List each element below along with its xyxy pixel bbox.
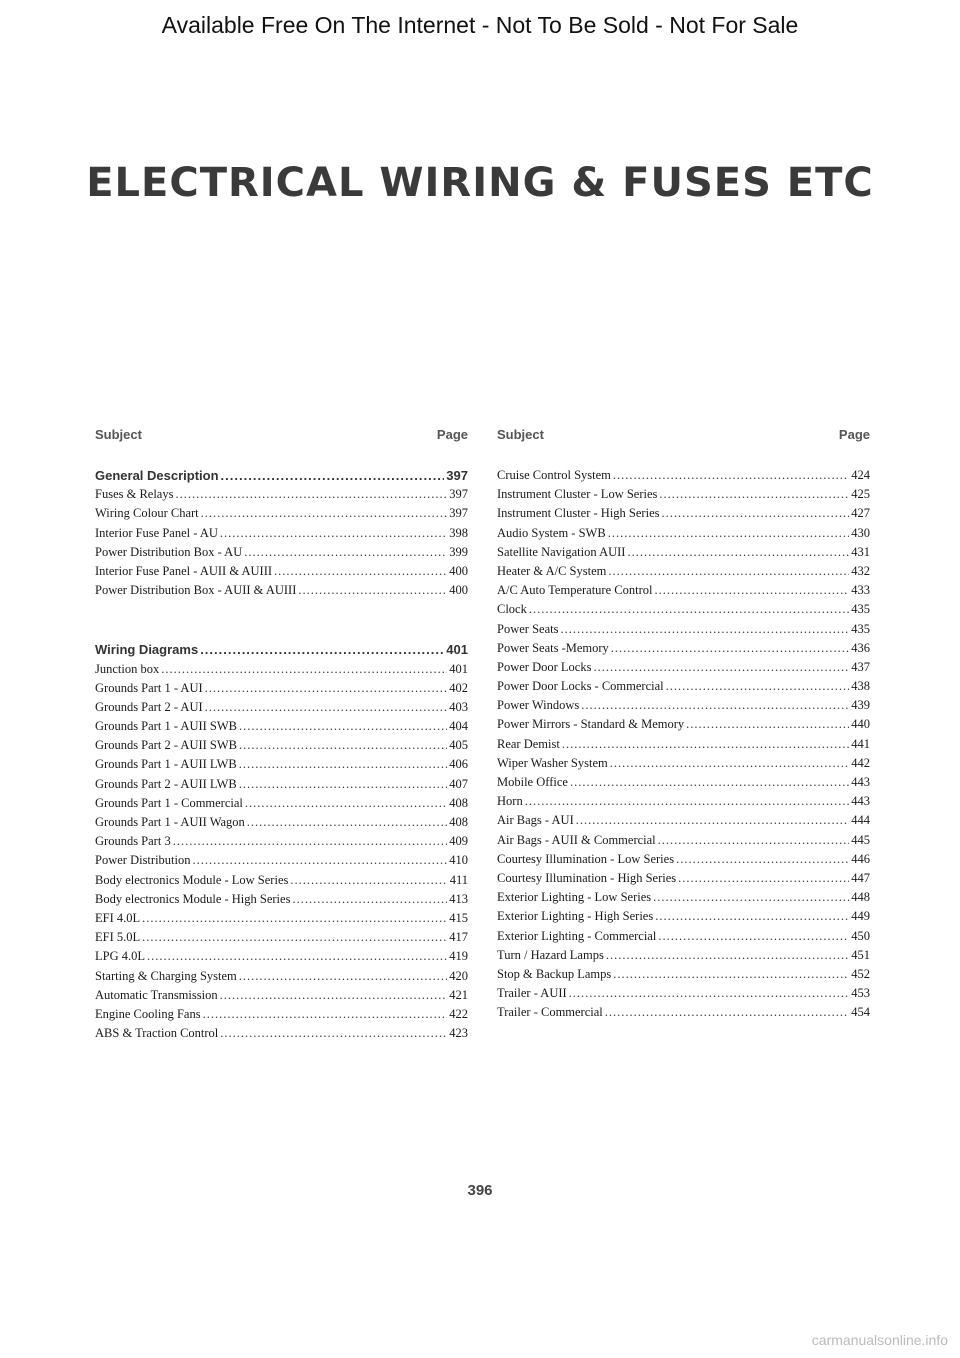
toc-entry (497, 600, 870, 619)
entry-page: 400 (449, 583, 468, 598)
dot-leader (239, 755, 447, 774)
dot-leader (613, 965, 849, 984)
entry-label: A/C Auto Temperature Control (497, 583, 653, 598)
dot-leader (173, 832, 448, 851)
subject-heading: Subject (497, 427, 544, 442)
entry-label: Trailer - AUII (497, 986, 567, 1001)
entry-label: Exterior Lighting - High Series (497, 909, 654, 924)
dot-leader (581, 696, 849, 715)
toc-entry (95, 909, 468, 928)
toc-entry (95, 543, 468, 562)
toc-entry (497, 620, 870, 639)
toc-entry (95, 1005, 468, 1024)
entry-page: 415 (449, 910, 468, 925)
dot-leader (247, 813, 447, 832)
entry-page: 420 (449, 968, 468, 983)
entry-label: Wiper Washer System (497, 755, 608, 770)
entry-label: Power Seats -Memory (497, 640, 609, 655)
right-column-header (497, 426, 870, 444)
entry-page: 433 (851, 583, 870, 598)
toc-entry (497, 946, 870, 965)
dot-leader (666, 677, 850, 696)
dot-leader (658, 831, 850, 850)
toc-entry (497, 543, 870, 562)
dot-leader (192, 851, 447, 870)
entry-page: 435 (851, 621, 870, 636)
dot-leader (142, 909, 447, 928)
toc-entry (95, 736, 468, 755)
entry-label: Power Seats (497, 621, 559, 636)
dot-leader (659, 485, 849, 504)
toc-entry (95, 813, 468, 832)
entry-label: Power Mirrors - Standard & Memory (497, 717, 685, 732)
entry-page: 442 (851, 755, 870, 770)
dot-leader (175, 485, 447, 504)
entry-page: 432 (851, 563, 870, 578)
dot-leader (569, 984, 850, 1003)
entry-page: 405 (449, 738, 468, 753)
entry-page: 407 (449, 776, 468, 791)
dot-leader (239, 717, 447, 736)
entry-page: 424 (851, 468, 870, 482)
toc-entry (497, 831, 870, 850)
dot-leader (239, 775, 447, 794)
dot-leader (147, 947, 447, 966)
toc-entry (95, 485, 468, 504)
entry-page: 419 (449, 949, 468, 964)
entry-label: Interior Fuse Panel - AUII & AUIII (95, 563, 273, 578)
entry-label: Air Bags - AUII & Commercial (497, 832, 656, 847)
toc-entry (95, 698, 468, 717)
toc-entry (497, 639, 870, 658)
toc-entry (95, 1024, 468, 1043)
dot-leader (239, 736, 447, 755)
dot-leader (593, 658, 849, 677)
entry-label: Heater & A/C System (497, 563, 607, 578)
entry-page: 443 (851, 775, 870, 789)
entry-label: Fuses & Relays (95, 487, 174, 502)
entry-label: EFI 4.0L (95, 910, 141, 925)
entry-page: 439 (851, 698, 870, 713)
entry-label: Power Door Locks (497, 659, 592, 674)
toc-entry (497, 658, 870, 677)
toc-entry (95, 890, 468, 909)
contents-left-column (95, 426, 468, 1043)
dot-leader (161, 660, 447, 679)
entry-label: Audio System - SWB (497, 525, 606, 540)
entry-label: Grounds Part 2 - AUI (95, 699, 203, 714)
entry-page: 413 (449, 891, 468, 906)
dot-leader (220, 1024, 447, 1043)
toc-entry (497, 735, 870, 754)
toc-entry (95, 679, 468, 698)
entry-page: 403 (449, 699, 468, 714)
entry-label: Power Distribution Box - AU (95, 544, 243, 559)
toc-entry (497, 715, 870, 734)
toc-entry (95, 562, 468, 581)
entry-label: Exterior Lighting - Commercial (497, 928, 657, 943)
entry-page: 438 (851, 679, 870, 694)
dot-leader (608, 524, 850, 543)
entry-label: Wiring Diagrams (95, 642, 199, 658)
entry-label: Starting & Charging System (95, 968, 237, 983)
dot-leader (201, 504, 448, 523)
entry-page: 436 (851, 640, 870, 655)
dot-leader (221, 466, 445, 485)
entry-page: 401 (449, 661, 468, 676)
entry-page: 421 (449, 987, 468, 1002)
entry-page: 427 (851, 506, 870, 521)
dot-leader (239, 967, 447, 986)
dot-leader (292, 890, 447, 909)
entry-page: 411 (449, 872, 468, 887)
entry-page: 398 (449, 525, 468, 540)
source-watermark: carmanualsonline.info (811, 1332, 948, 1348)
entry-page: 446 (851, 851, 870, 866)
dot-leader (676, 850, 849, 869)
entry-label: Automatic Transmission (95, 987, 218, 1002)
entry-label: Air Bags - AUI (497, 813, 574, 828)
entry-label: Power Door Locks - Commercial (497, 679, 664, 694)
entry-page: 437 (851, 659, 870, 674)
entry-page: 431 (851, 544, 870, 559)
subject-heading: Subject (95, 427, 142, 442)
entry-page: 404 (449, 719, 468, 734)
dot-leader (658, 927, 849, 946)
dot-leader (570, 773, 849, 792)
entry-label: Clock (497, 602, 527, 617)
entry-page: 409 (449, 834, 468, 849)
dot-leader (274, 562, 447, 581)
entry-page: 430 (851, 525, 870, 540)
toc-entry (497, 581, 870, 600)
entry-label: Body electronics Module - High Series (95, 891, 291, 906)
toc-entry (95, 717, 468, 736)
toc-entry (497, 773, 870, 792)
dot-leader (610, 754, 850, 773)
dot-leader (220, 986, 448, 1005)
dot-leader (613, 466, 849, 485)
entry-page: 450 (851, 928, 870, 943)
left-column-header (95, 426, 468, 444)
dot-leader (654, 581, 849, 600)
entry-label: Grounds Part 1 - AUII Wagon (95, 815, 245, 829)
toc-entry (497, 869, 870, 888)
left-entry-list (95, 466, 468, 1043)
toc-entry (95, 851, 468, 870)
entry-label: Grounds Part 1 - Commercial (95, 795, 243, 810)
entry-label: Stop & Backup Lamps (497, 966, 612, 981)
toc-entry (497, 754, 870, 773)
entry-page: 406 (449, 757, 468, 772)
dot-leader (205, 679, 448, 698)
dot-leader (655, 907, 849, 926)
toc-entry (95, 928, 468, 947)
entry-page: 410 (449, 853, 468, 868)
entry-label: EFI 5.0L (95, 930, 141, 945)
toc-entry (497, 850, 870, 869)
toc-entry (497, 888, 870, 907)
dot-leader (205, 698, 448, 717)
toc-entry (95, 947, 468, 966)
dot-leader (203, 1005, 448, 1024)
dot-leader (290, 871, 447, 890)
entry-page: 440 (851, 717, 870, 732)
dot-leader (608, 562, 849, 581)
entry-label: Satellite Navigation AUII (497, 544, 626, 559)
entry-page: 397 (446, 468, 468, 483)
toc-entry (95, 794, 468, 813)
contents-right-column (497, 426, 870, 1022)
toc-entry (497, 984, 870, 1003)
page-heading: Page (436, 427, 468, 442)
entry-label: Power Windows (497, 698, 580, 713)
entry-label: Engine Cooling Fans (95, 1006, 201, 1021)
entry-label: Wiring Colour Chart (95, 506, 199, 521)
entry-page: 454 (851, 1005, 870, 1020)
toc-entry (95, 832, 468, 851)
dot-leader (661, 504, 849, 523)
entry-page: 445 (851, 832, 870, 847)
entry-page: 451 (851, 947, 870, 962)
entry-label: Trailer - Commercial (497, 1005, 603, 1020)
entry-label: Cruise Control System (497, 468, 611, 482)
entry-label: LPG 4.0L (95, 949, 145, 964)
entry-label: Grounds Part 2 - AUII SWB (95, 738, 238, 753)
entry-label: Courtesy Illumination - High Series (497, 870, 677, 885)
toc-entry (497, 965, 870, 984)
entry-label: Power Distribution (95, 853, 191, 868)
dot-leader (576, 811, 850, 830)
entry-label: Exterior Lighting - Low Series (497, 890, 652, 905)
dot-leader (560, 620, 849, 639)
entry-label: Grounds Part 1 - AUII SWB (95, 719, 238, 734)
dot-leader (298, 581, 447, 600)
entry-page: 453 (851, 986, 870, 1001)
page-number: 396 (467, 1182, 493, 1199)
toc-entry (95, 986, 468, 1005)
entry-label: Grounds Part 1 - AUII LWB (95, 757, 237, 772)
entry-label: Instrument Cluster - Low Series (497, 487, 658, 502)
toc-entry (497, 696, 870, 715)
entry-label: General Description (95, 468, 219, 483)
entry-page: 449 (851, 909, 870, 924)
toc-entry (497, 792, 870, 811)
entry-page: 397 (449, 506, 468, 521)
toc-entry (497, 927, 870, 946)
watermark-banner: Available Free On The Internet - Not To Be Sold - Not For Sale (161, 12, 799, 38)
dot-leader (562, 735, 849, 754)
dot-leader (529, 600, 849, 619)
entry-page: 399 (449, 544, 468, 559)
dot-leader (142, 928, 447, 947)
toc-entry (497, 562, 870, 581)
entry-page: 435 (851, 602, 870, 617)
entry-page: 408 (449, 815, 468, 829)
section-heading-entry (95, 466, 468, 485)
toc-entry (497, 485, 870, 504)
dot-leader (686, 715, 849, 734)
toc-entry (95, 755, 468, 774)
toc-entry (497, 907, 870, 926)
dot-leader (200, 640, 444, 659)
entry-page: 408 (449, 795, 468, 810)
dot-leader (606, 946, 849, 965)
entry-page: 400 (449, 563, 468, 578)
section-spacer (95, 600, 468, 640)
entry-label: Rear Demist (497, 736, 560, 751)
toc-entry (95, 775, 468, 794)
toc-entry (497, 504, 870, 523)
entry-label: Horn (497, 794, 523, 809)
entry-page: 452 (851, 966, 870, 981)
page-title: ELECTRICAL WIRING & FUSES ETC (86, 160, 874, 206)
entry-label: Junction box (95, 661, 160, 676)
toc-entry (497, 677, 870, 696)
entry-label: Interior Fuse Panel - AU (95, 525, 218, 540)
toc-entry (95, 524, 468, 543)
toc-entry (497, 524, 870, 543)
entry-label: ABS & Traction Control (95, 1026, 219, 1041)
toc-entry (95, 967, 468, 986)
dot-leader (220, 524, 447, 543)
entry-page: 447 (851, 870, 870, 885)
toc-entry (95, 871, 468, 890)
dot-leader (627, 543, 849, 562)
entry-page: 401 (446, 642, 468, 658)
entry-label: Grounds Part 1 - AUI (95, 680, 203, 695)
toc-entry (95, 504, 468, 523)
entry-page: 397 (449, 487, 468, 502)
entry-label: Turn / Hazard Lamps (497, 947, 604, 962)
entry-page: 402 (449, 680, 468, 695)
entry-label: Power Distribution Box - AUII & AUIII (95, 583, 297, 598)
entry-label: Mobile Office (497, 775, 568, 789)
entry-page: 441 (851, 736, 870, 751)
toc-entry (497, 811, 870, 830)
entry-page: 417 (449, 930, 468, 945)
dot-leader (244, 543, 447, 562)
entry-page: 443 (851, 794, 870, 809)
entry-label: Body electronics Module - Low Series (95, 872, 289, 887)
dot-leader (678, 869, 849, 888)
dot-leader (611, 639, 849, 658)
dot-leader (653, 888, 849, 907)
dot-leader (525, 792, 850, 811)
dot-leader (245, 794, 447, 813)
toc-entry (497, 1003, 870, 1022)
entry-label: Courtesy Illumination - Low Series (497, 851, 675, 866)
entry-page: 422 (449, 1006, 468, 1021)
toc-entry (95, 581, 468, 600)
right-entry-list (497, 466, 870, 1022)
toc-entry (497, 466, 870, 485)
entry-label: Grounds Part 2 - AUII LWB (95, 776, 237, 791)
entry-label: Instrument Cluster - High Series (497, 506, 660, 521)
entry-page: 425 (851, 487, 870, 502)
toc-entry (95, 660, 468, 679)
entry-page: 444 (851, 813, 870, 828)
entry-page: 423 (449, 1026, 468, 1041)
section-heading-entry (95, 640, 468, 659)
page-heading: Page (838, 427, 870, 442)
entry-page: 448 (851, 890, 870, 905)
entry-label: Grounds Part 3 (95, 834, 171, 849)
dot-leader (605, 1003, 849, 1022)
